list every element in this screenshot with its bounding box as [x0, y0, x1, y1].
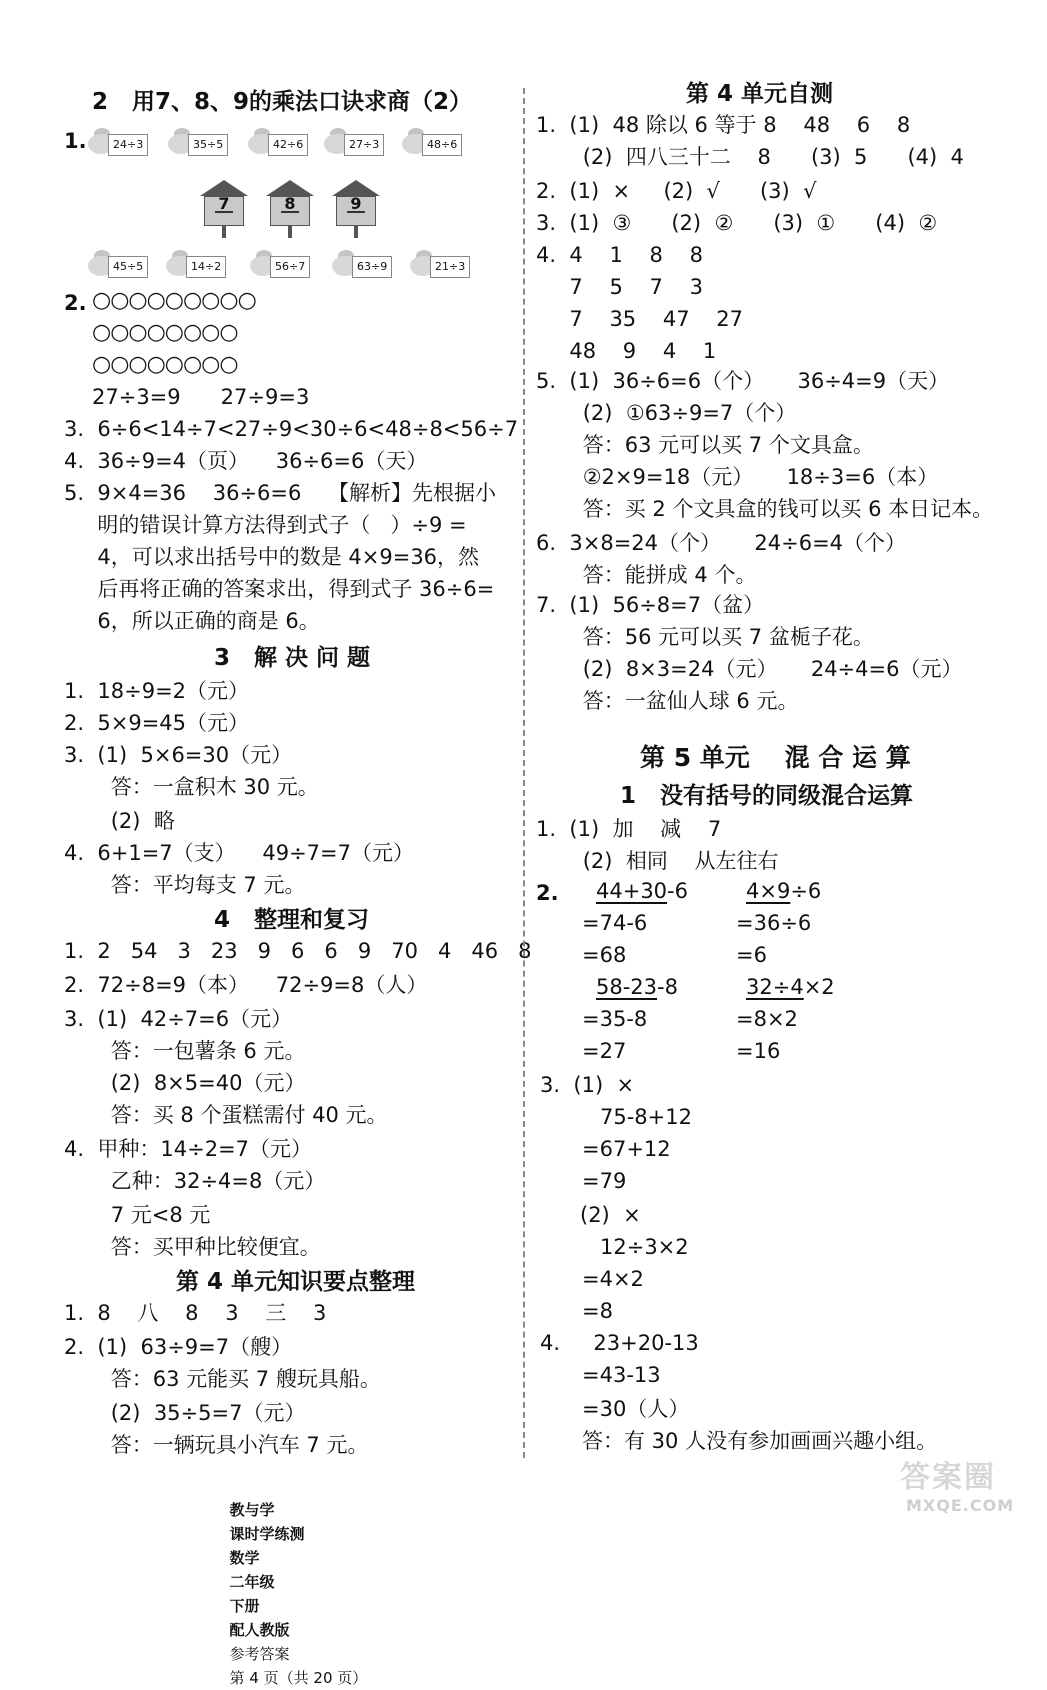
expression: 75-8+12 [600, 1105, 692, 1129]
expression: 12÷3×2 [600, 1235, 689, 1259]
expression-step: =6 [736, 943, 767, 967]
answer-line: 答：有 30 人没有参加画画兴趣小组。 [582, 1429, 938, 1453]
expression-step: =4×2 [582, 1267, 644, 1291]
answer-line: 7 元<8 元 [64, 1203, 211, 1227]
question-number: 2. [64, 291, 87, 315]
answer-line: 答：一辆玩具小汽车 7 元。 [64, 1433, 369, 1457]
expression-step: =8×2 [736, 1007, 798, 1031]
answer-line: (2) 8×3=24（元） 24÷4=6（元） [536, 657, 963, 681]
page-footer [220, 1474, 367, 1690]
answer-line: 3. 6÷6<14÷7<27÷9<30÷6<48÷8<56÷7 [64, 417, 519, 441]
answer-line: 答：买 8 个蛋糕需付 40 元。 [64, 1103, 388, 1127]
bird-card: 63÷9 [332, 250, 404, 280]
answer-line: 4. 36÷9=4（页） 36÷6=6（天） [64, 449, 428, 473]
bird-card: 21÷3 [410, 250, 482, 280]
birdhouse: 7 [200, 180, 248, 238]
expression: 44+30-6 [596, 879, 688, 903]
expression: 4. 23+20-13 [540, 1331, 699, 1355]
answer-line: (2) 相同 从左往右 [536, 849, 779, 873]
answer-line: 答：一盆仙人球 6 元。 [536, 689, 799, 713]
bird-row-top [88, 128, 488, 162]
answer-line: 4. 6+1=7（支） 49÷7=7（元） [64, 841, 414, 865]
answer-line: (2) 35÷5=7（元） [64, 1401, 306, 1425]
answer-line: 答：63 元可以买 7 个文具盒。 [536, 433, 874, 457]
answer-line: 答：能拼成 4 个。 [536, 563, 757, 587]
unit5-title: 第 5 单元 混 合 运 算 [640, 743, 911, 772]
answer-line: 1. 8 八 8 3 三 3 [64, 1301, 327, 1325]
answer-line: 2. 72÷8=9（本） 72÷9=8（人） [64, 973, 428, 997]
answer-line: (2) ①63÷9=7（个） [536, 401, 797, 425]
answer-line: 答：一盒积木 30 元。 [64, 775, 319, 799]
column-divider [523, 88, 525, 1458]
question-number: 1. [64, 129, 87, 153]
expression-step: =74-6 [582, 911, 648, 935]
answer-line: 5. (1) 36÷6=6（个） 36÷4=9（天） [536, 369, 950, 393]
answer-line: 5. 9×4=36 36÷6=6 【解析】先根据小 [64, 481, 497, 505]
answer-line: 3. (1) × [540, 1073, 635, 1097]
answer-line: 3. (1) ③ (2) ② (3) ① (4) ② [536, 211, 938, 235]
expression: 4×9÷6 [746, 879, 822, 903]
bird-row-bottom [88, 250, 488, 284]
answer-line: 1. 2 54 3 23 9 6 6 9 70 4 46 8 [64, 939, 532, 963]
answer-line: (2) 四八三十二 8 (3) 5 (4) 4 [536, 145, 964, 169]
answer-line: 48 9 4 1 [536, 339, 717, 363]
answer-line: 7 35 47 27 [536, 307, 744, 331]
bird-card: 27÷3 [324, 128, 396, 158]
answer-line: 1. (1) 加 减 7 [536, 817, 722, 841]
answer-line: 2. 5×9=45（元） [64, 711, 250, 735]
section-title-review: 4 整理和复习 [214, 907, 370, 933]
expression-step: =36÷6 [736, 911, 812, 935]
expression: 58-23-8 [596, 975, 678, 999]
answer-line: 明的错误计算方法得到式子（ ）÷9 = [64, 513, 467, 537]
expression-step: =16 [736, 1039, 781, 1063]
bird-card: 48÷6 [402, 128, 474, 158]
answer-line: 7. (1) 56÷8=7（盆） [536, 593, 765, 617]
expression-step: =68 [582, 943, 627, 967]
expression-step: =8 [582, 1299, 613, 1323]
expression-step: =67+12 [582, 1137, 671, 1161]
watermark-logo: 答案圈 [900, 1460, 996, 1495]
answer-line: 2. (1) 63÷9=7（艘） [64, 1335, 293, 1359]
expression-step: =30（人） [582, 1397, 690, 1421]
footer-page: 第 4 页（共 20 页） [229, 1669, 368, 1687]
answer-line: 1. (1) 48 除以 6 等于 8 48 6 8 [536, 113, 911, 137]
bird-card: 35÷5 [168, 128, 240, 158]
answer-line: 3. (1) 5×6=30（元） [64, 743, 293, 767]
answer-line: 1. 18÷9=2（元） [64, 679, 250, 703]
answer-line: 6，所以正确的商是 6。 [64, 609, 320, 633]
answer-line: 答：56 元可以买 7 盆栀子花。 [536, 625, 874, 649]
answer-line: 乙种：32÷4=8（元） [64, 1169, 326, 1193]
section-title-key-points: 第 4 单元知识要点整理 [176, 1269, 416, 1295]
expression-step: =27 [582, 1039, 627, 1063]
answer-line: 答：一包薯条 6 元。 [64, 1039, 306, 1063]
answer-line: (2) 8×5=40（元） [64, 1071, 306, 1095]
answer-line: 答：买 2 个文具盒的钱可以买 6 本日记本。 [536, 497, 994, 521]
answer-line: (2) × [580, 1203, 641, 1227]
circle-row: ○○○○○○○○ [92, 320, 238, 345]
birdhouse: 8 [266, 180, 314, 238]
watermark-url: MXQE.COM [906, 1496, 1015, 1515]
answer-line: 6. 3×8=24（个） 24÷6=4（个） [536, 531, 907, 555]
footer-grade: 二年级 [229, 1573, 275, 1591]
answer-line: 后再将正确的答案求出，得到式子 36÷6= [64, 577, 495, 601]
birdhouse: 9 [332, 180, 380, 238]
answer-line: 答：买甲种比较便宜。 [64, 1235, 321, 1259]
question-number: 2. [536, 881, 559, 905]
bird-card: 45÷5 [88, 250, 160, 280]
footer-subject: 数学 [229, 1549, 260, 1567]
answer-line: 答：63 元能买 7 艘玩具船。 [64, 1367, 381, 1391]
footer-edition: 配人教版 [229, 1621, 290, 1639]
circle-row: ○○○○○○○○ [92, 352, 238, 377]
footer-brand: 教与学 [229, 1501, 275, 1519]
answer-line: 7 5 7 3 [536, 275, 703, 299]
circle-row: ○○○○○○○○○ [92, 288, 256, 313]
bird-card: 24÷3 [88, 128, 160, 158]
bird-card: 42÷6 [248, 128, 320, 158]
answer-line: 27÷3=9 27÷9=3 [92, 385, 310, 409]
answer-line: 4. 甲种：14÷2=7（元） [64, 1137, 313, 1161]
section-title-problem-solving: 3 解 决 问 题 [214, 645, 371, 671]
answer-line: 4，可以求出括号中的数是 4×9=36，然 [64, 545, 480, 569]
answer-line: 4. 4 1 8 8 [536, 243, 703, 267]
expression-step: =35-8 [582, 1007, 648, 1031]
footer-label: 参考答案 [229, 1645, 290, 1663]
unit5-subtitle: 1 没有括号的同级混合运算 [620, 783, 914, 809]
answer-line: 2. (1) × (2) √ (3) √ [536, 179, 817, 203]
expression-step: =79 [582, 1169, 627, 1193]
answer-line: (2) 略 [64, 809, 175, 833]
bird-card: 14÷2 [166, 250, 238, 280]
answer-line: 3. (1) 42÷7=6（元） [64, 1007, 293, 1031]
expression-step: =43-13 [582, 1363, 661, 1387]
answer-line: 答：平均每支 7 元。 [64, 873, 306, 897]
footer-series: 课时学练测 [229, 1525, 305, 1543]
answer-line: ②2×9=18（元） 18÷3=6（本） [536, 465, 939, 489]
section-title-unit4-selftest: 第 4 单元自测 [686, 81, 834, 107]
bird-card: 56÷7 [250, 250, 322, 280]
footer-volume: 下册 [229, 1597, 260, 1615]
expression: 32÷4×2 [746, 975, 835, 999]
section-title-multiplication-quotient: 2 用7、8、9的乘法口诀求商（2） [92, 89, 473, 115]
